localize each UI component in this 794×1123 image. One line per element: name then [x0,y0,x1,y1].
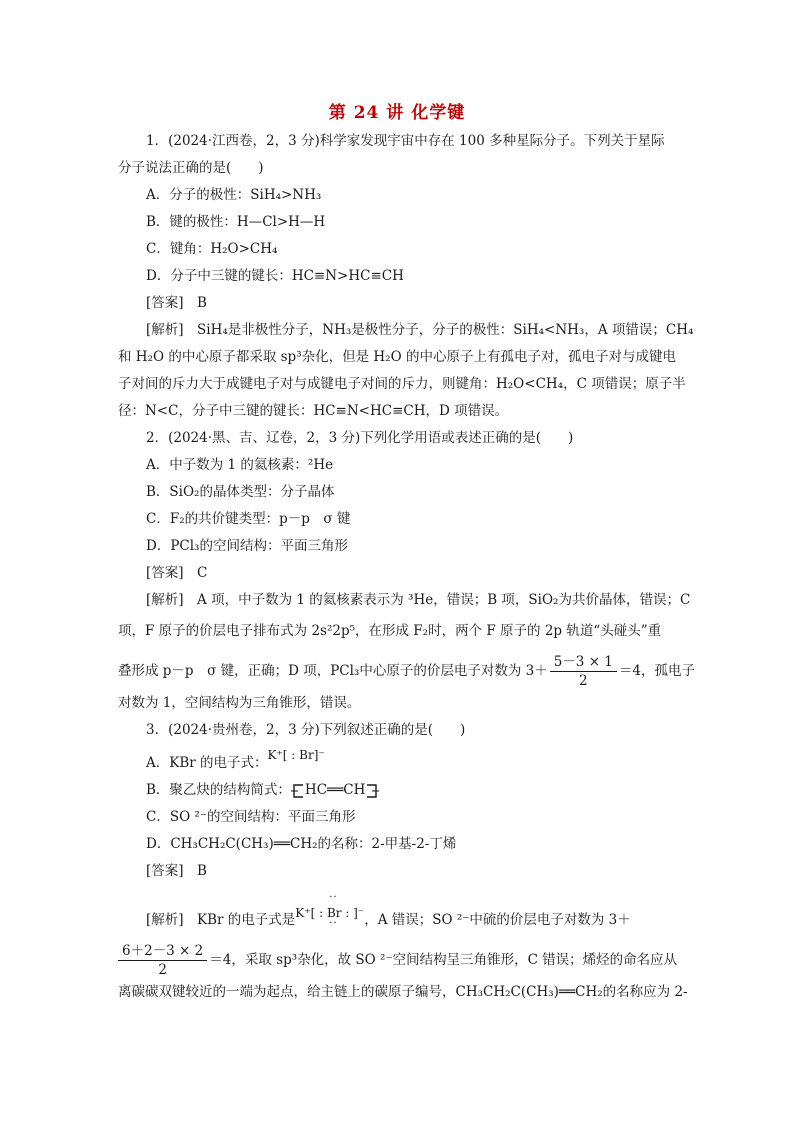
q2-explanation-line1: [解析] A 项，中子数为 1 的氦核素表示为 ³He，错误；B 项，SiO₂为共价晶体，错误；C [146,592,691,608]
polymer-bracket-right-icon [365,784,379,798]
q1-explanation-line2: 和 H₂O 的中心原子都采取 sp³杂化，但是 H₂O 的中心原子上有孤电子对，孤电子对与成键电 [118,349,676,365]
kbr-electron-formula-b [295,891,365,929]
q1-explanation-line4: 径：N<C，分子中三键的键长：HC≡N<HC≡CH，D 项错误。 [118,403,509,419]
lone-pair-dots-bottom: ·· [329,917,338,929]
q3-explanation-line2 [118,942,680,979]
question-2 [118,425,695,717]
q2-explanation-line4: 对数为 1，空间结构为三角锥形，错误。 [118,695,361,711]
q3-answer: [答案] B [146,863,207,879]
q2-stem: 2．(2024·黑、吉、辽卷，2，3 分)下列化学用语或表述正确的是( ) [146,430,574,446]
q2-option-b: B．SiO₂的晶体类型：分子晶体 [146,484,335,500]
q2-option-d: D．PCl₃的空间结构：平面三角形 [146,538,348,554]
q3-stem: 3．(2024·贵州卷，2，3 分)下列叙述正确的是( ) [146,722,466,738]
q2-explanation-line2: 项，F 原子的价层电子排布式为 2s²2p⁵，在形成 F₂时，两个 F 原子的 2p 轨道“头碰头”重 [118,623,662,639]
polyacetylene-core: HC══CH [304,782,366,798]
q3-option-a [118,750,680,777]
question-3 [118,717,688,1006]
q2-explanation-line3-text: 叠形成 p－p σ 键，正确；D 项，PCl₃中心原子的价层电子对数为 3＋ [118,663,548,679]
q1-option-a: A．分子的极性：SiH₄>NH₃ [146,187,322,203]
q3-explanation-line1-text: [解析] KBr 的电子式是 [146,912,296,928]
q3-fraction-numerator: 6＋2－3 × 2 [118,942,207,961]
q1-explanation-line3: 子对间的斥力大于成键电子对与成键电子对间的斥力，则键角：H₂O<CH₄，C 项错误；原子半 [118,376,686,392]
q1-option-c: C．键角：H₂O>CH₄ [146,241,278,257]
q3-explanation-line3: 离碳碳双键较近的一端为起点，给主链上的碳原子编号，CH₃CH₂C(CH₃)══CH₂的名称应为 2- [118,984,688,1000]
polymer-bracket-left-icon [291,784,305,798]
q1-stem-line1: 1．(2024·江西卷，2，3 分)科学家发现宇宙中存在 100 多种星际分子。下列关于星际 [146,133,665,149]
question-1 [118,128,694,425]
q3-explanation-line2-text: ＝4，采取 sp³杂化，故 SO ²⁻空间结构呈三角锥形，C 错误；烯烃的命名应从 [209,952,678,968]
q2-fraction-denominator: 2 [579,673,588,689]
q2-explanation-line3 [118,653,695,690]
q3-explanation-line1 [118,891,680,934]
q1-option-d: D．分子中三键的键长：HC≡N>HC≡CH [146,268,404,284]
q3-option-b-text: B．聚乙炔的结构简式： [146,782,291,798]
q2-fraction [550,653,617,690]
q2-fraction-numerator: 5－3 × 1 [550,653,617,672]
page-title: 第 24 讲 化学键 [328,103,466,123]
q1-answer: [答案] B [146,295,207,311]
polyacetylene-formula [291,782,379,798]
kbr-electron-formula-a: K⁺[ : Br]⁻ [267,748,325,762]
q3-option-b [118,777,680,804]
q3-fraction [118,942,207,979]
q1-explanation-line1: [解析] SiH₄是非极性分子，NH₃是极性分子，分子的极性：SiH₄<NH₃，A 项错误；CH₄ [146,322,694,338]
q1-stem-line2: 分子说法正确的是( ) [118,160,264,176]
q3-option-c: C．SO ²⁻的空间结构：平面三角形 [146,809,356,825]
kbr-formula-text: K⁺[ : Br : ]⁻ [295,905,365,920]
q3-explanation-line1-end: ，A 错误；SO ²⁻中硫的价层电子对数为 3＋ [364,912,631,928]
q2-option-a: A．中子数为 1 的氦核素：²He [146,457,334,473]
q2-answer: [答案] C [146,565,208,581]
q2-explanation-line3-end: ＝4，孤电子 [618,663,695,679]
q3-fraction-denominator: 2 [158,962,167,978]
q3-option-d: D．CH₃CH₂C(CH₃)══CH₂的名称：2-甲基-2-丁烯 [146,836,457,852]
q2-option-c: C．F₂的共价键类型：p－p σ 键 [146,511,351,527]
q1-option-b: B．键的极性：H—Cl>H—H [146,214,326,230]
lone-pair-dots-top: ·· [329,891,338,903]
q3-option-a-text: A．KBr 的电子式： [146,755,268,771]
